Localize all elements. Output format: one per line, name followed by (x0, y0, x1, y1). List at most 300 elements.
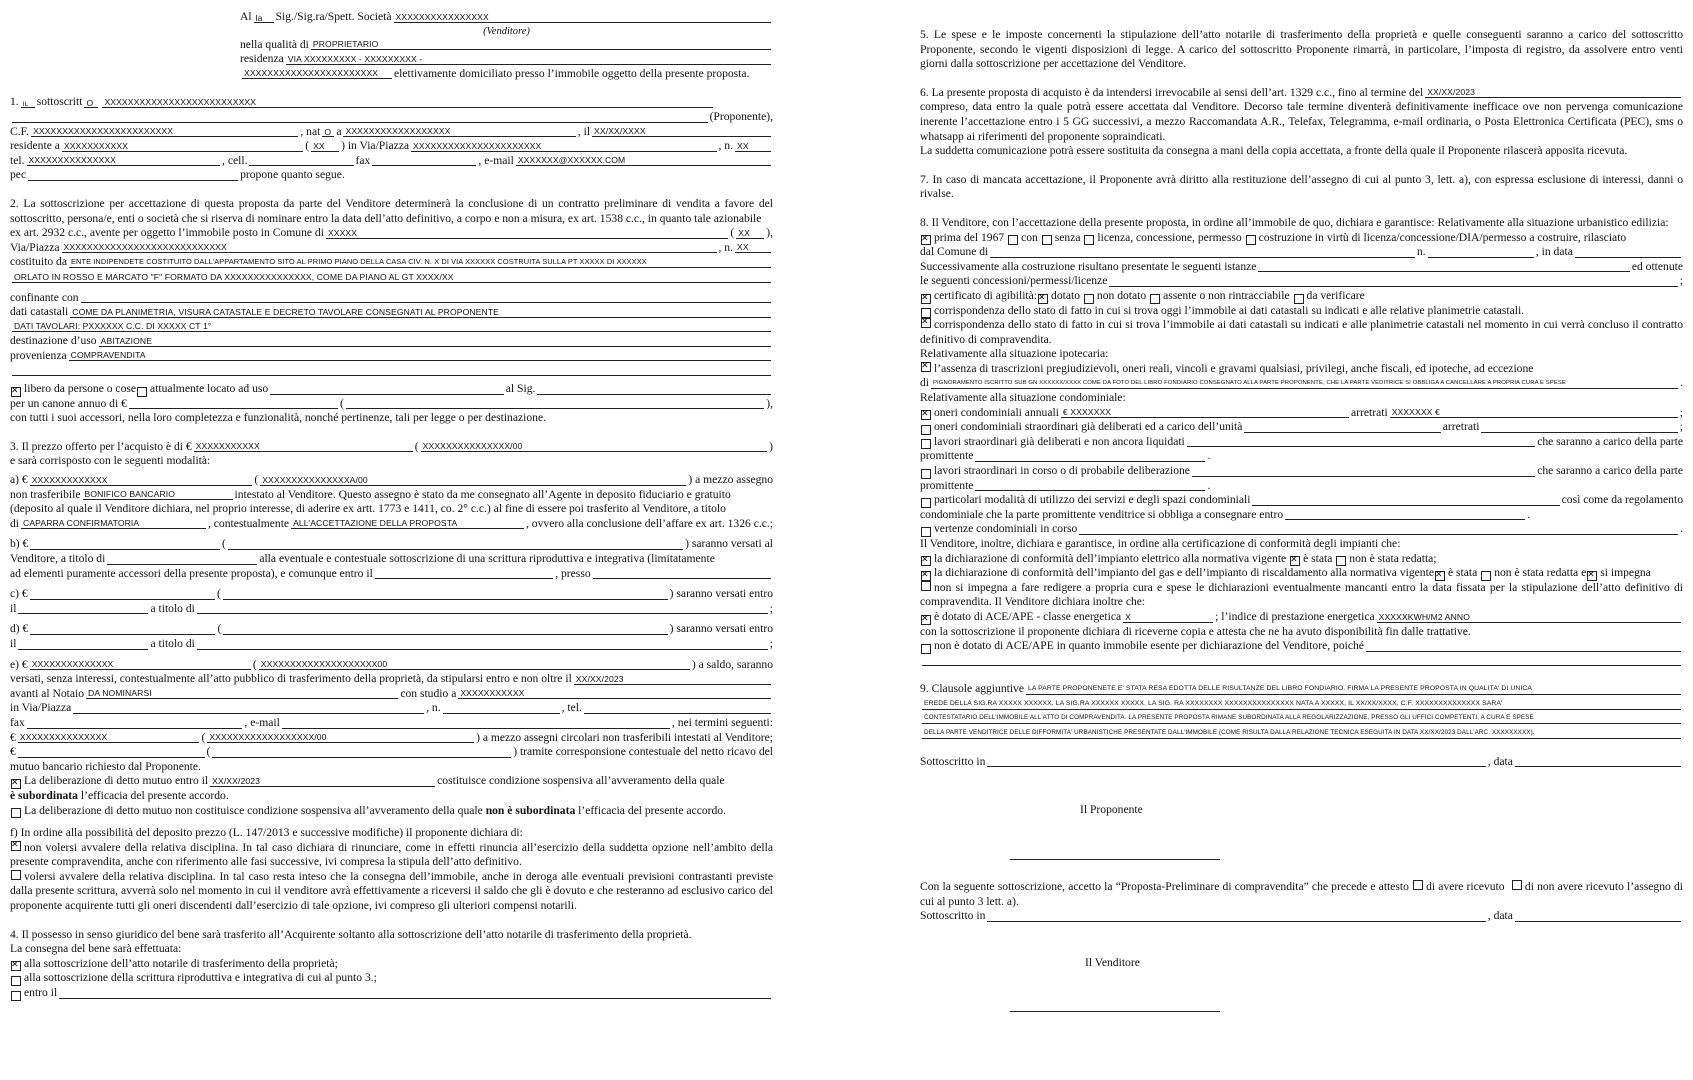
licenza-data-label: , in data (1535, 245, 1573, 259)
mutuo-lettere-field[interactable] (212, 746, 511, 758)
consegna-atto-label: alla sottoscrizione dell’atto notarile di trasferimento della proprietà; (24, 956, 338, 970)
al-value: la (255, 12, 263, 23)
non-dotato-label: non dotato (1096, 288, 1147, 302)
tel-field[interactable] (27, 155, 221, 166)
c-titolo-field[interactable] (197, 602, 768, 614)
prima-1967-label: prima del 1967 (934, 230, 1005, 244)
mutuo-euro-label: € (10, 745, 16, 759)
o-field[interactable] (84, 96, 98, 108)
notaio-email-label: , e-mail (244, 715, 280, 729)
gas-stata-label: è stata (1447, 566, 1478, 580)
ipotecaria-label: Relativamente alla situazione ipotecaria: (920, 347, 1109, 361)
vertenze-label: vertenze condominiali in corso (934, 522, 1078, 536)
s2-civico-field[interactable] (735, 241, 771, 253)
a-label: a (336, 124, 342, 138)
destinazione-value: ABITAZIONE (100, 335, 153, 346)
accessori-text: con tutti i suoi accessori, nella loro completezza e funzionalità, nonché pertinenze, tali per legge o per destinazione. (10, 411, 546, 425)
promittente-label: promittente (920, 449, 974, 463)
corrispondenza-oggi-label: corrispondenza dello stato di fatto in cui si trova oggi l’immobile ai dati catastali su indicati e alle relative planimetrie catastali. (934, 303, 1525, 317)
consegna-entro-label: entro il (24, 986, 58, 1000)
assegni-field[interactable] (18, 732, 200, 743)
venditore-signature-line[interactable] (1010, 1010, 1220, 1012)
c-lettere-field[interactable] (223, 588, 668, 600)
arretrati-field[interactable] (1390, 407, 1678, 418)
promittente-field[interactable] (975, 450, 1205, 462)
agibilita-checkbox[interactable] (921, 294, 931, 304)
comune-field[interactable] (326, 228, 728, 239)
carico-parte-label: che saranno a carico della parte (1537, 434, 1683, 448)
e-lettere-field[interactable] (259, 659, 690, 670)
residente-field[interactable] (62, 141, 303, 152)
sottoscritto-in-field[interactable] (987, 755, 1485, 767)
bonifico-field[interactable] (83, 488, 233, 500)
clausole-field-1[interactable] (1026, 684, 1681, 695)
notaio-via-label: in Via/Piazza (10, 701, 72, 715)
confinante-label: confinante con (10, 290, 79, 304)
s2-via-field[interactable] (62, 242, 717, 253)
delib-non-subordinata-checkbox[interactable] (11, 808, 21, 818)
prima-1967-checkbox[interactable] (921, 235, 931, 245)
regolamento-entro-field[interactable] (1285, 508, 1525, 520)
qualita-line (240, 38, 773, 53)
residente-value: XXXXXXXXXXX (63, 140, 129, 151)
copia-text: con la sottoscrizione il proponente dichiara di riceverne copia e attesta che ne ha avuto disponibilità fin dalle trattative. (920, 624, 1471, 638)
locato-field[interactable] (270, 383, 504, 395)
qualita-label: nella qualità di (240, 37, 309, 51)
costituito-field[interactable] (69, 257, 771, 268)
section-9 (920, 682, 1683, 740)
comune-value: XXXXX (327, 227, 358, 238)
sottoscritto-in-label: Sottoscritto in (920, 754, 986, 768)
studio-field[interactable] (458, 688, 771, 699)
sottoscritto-data-field[interactable] (1515, 755, 1681, 767)
irrevocabile-data-field[interactable] (1425, 87, 1681, 98)
corrispondenza-definitivo-label: corrispondenza dello stato di fatto in cui si trova l’immobile ai dati catastali su indicati e alle planimetrie catastali nel momento in cui verrà concluso il contratto definitivo di compravendita. (920, 318, 1683, 346)
locato-label: attualmente locato ad uso (150, 382, 269, 396)
provenienza-value: COMPRAVENDITA (70, 350, 146, 361)
data-nascita-value: XX/XX/XXXX (594, 126, 646, 137)
sottoscritto-line-1 (920, 755, 1683, 770)
notaio-tel-field[interactable] (584, 702, 771, 714)
d-lettere-field[interactable] (223, 623, 667, 635)
non-trasf-label: non trasferibile (10, 487, 81, 501)
elettrico-checkbox[interactable] (921, 556, 931, 566)
canone-field[interactable] (129, 397, 338, 409)
pignoramento-field[interactable] (931, 378, 1678, 389)
domicilio-line (240, 67, 773, 82)
clausole-line-2: EREDE DELLA SIG.RA XXXXX XXXXXX, LA SIG.RA XXXXXX XXXXX. LA SIG. RA XXXXXXXX XXXXXXXXXXXXXXX NATA A XXXXX, IL XX/XX/XXXX, C.F. XXXXXXXXXXXXXX SARA' (924, 699, 1503, 707)
eccezione-di-label: di (920, 376, 930, 390)
tavolari-field[interactable] (12, 321, 771, 332)
dotato-checkbox[interactable] (1038, 294, 1048, 304)
venditore-caption: (Venditore) (483, 25, 530, 37)
locato-checkbox[interactable] (137, 387, 147, 397)
assegni-lettere-field[interactable] (207, 732, 474, 743)
residenza-field-2[interactable] (242, 67, 392, 79)
ace-checkbox[interactable] (921, 615, 931, 625)
alsig-label: al Sig. (505, 382, 536, 396)
a-euro-label: a) € (10, 473, 28, 487)
o-value: O (86, 97, 94, 108)
destinazione-label: destinazione d’uso (10, 334, 97, 348)
prezzo-lettere-value: XXXXXXXXXXXXXXX/00 (422, 441, 523, 452)
verificare-checkbox[interactable] (1294, 294, 1304, 304)
al-label: Al (240, 10, 252, 23)
promittente-field-2[interactable] (975, 479, 1205, 491)
oneri-annui-field[interactable] (1061, 407, 1349, 418)
presso-field[interactable] (593, 567, 771, 579)
caparra-value: CAPARRA CONFIRMATORIA (23, 518, 140, 529)
sottoscritto-data-label: , data (1487, 754, 1513, 768)
consegna-entro-checkbox[interactable] (11, 991, 21, 1001)
a-value-field[interactable] (30, 475, 253, 486)
regolamento-label: così come da regolamento (1561, 493, 1683, 507)
consegna-scrittura-checkbox[interactable] (11, 976, 21, 986)
f-avvalere-checkbox[interactable] (11, 870, 21, 880)
clausole-field-3[interactable] (922, 713, 1681, 724)
n-label: , n. (718, 139, 733, 153)
notaio-n-field[interactable] (443, 702, 560, 714)
studio-value: XXXXXXXXXXX (460, 688, 525, 699)
accettazione-value: ALL’ACCETTAZIONE DELLA PROPOSTA (293, 518, 458, 529)
cell-label: , cell. (222, 153, 248, 167)
fax-label: fax (355, 153, 371, 167)
licenza-data-field[interactable] (1575, 246, 1681, 258)
impianti-label: Il Venditore, inoltre, dichiara e garantisce, in ordine alla certificazione di conformità degli impianti che: (920, 537, 1401, 550)
b-elementi-text: ad elementi puramente accessori della presente proposta), e comunque entro il (10, 566, 373, 580)
nat-label: , nat (300, 124, 321, 138)
non-ace-checkbox[interactable] (921, 644, 931, 654)
qualita-field[interactable] (311, 39, 771, 50)
s2-prov-field[interactable] (736, 227, 764, 239)
clausole-field-4[interactable] (922, 728, 1681, 739)
notaio-via-field[interactable] (73, 702, 424, 714)
b-venditore-label: Venditore, a titolo di (10, 552, 106, 565)
e-versati-text: versati, senza interessi, contestualmente all’atto pubblico di trasferimento della proprietà, da stipularsi entro e non oltre il (10, 672, 572, 686)
data-atto-value: XX/XX/2023 (575, 673, 624, 684)
email-label: , e-mail (478, 153, 514, 167)
pec-field[interactable] (28, 169, 238, 181)
s2-paragraph: 2. La sottoscrizione per accettazione di questa proposta da parte del Venditore determinerà la conclusione di un contratto preliminare di vendita a favore del sottoscritto, persona/e, enti o società che si riserva di nominare entro la data dell’atto definitivo, a corpo e non a misura, ex art. 1538 c.c., in quanto tale azionabile (10, 196, 773, 225)
costituito-field-2[interactable] (12, 272, 771, 283)
a-value: XXXXXXXXXXXXX (31, 474, 108, 485)
con-checkbox[interactable] (1008, 235, 1018, 245)
senza-label: senza (1054, 230, 1081, 244)
il-field[interactable] (21, 96, 35, 108)
b-euro-label: b) € (10, 537, 29, 551)
e-value: XXXXXXXXXXXXXX (31, 659, 114, 670)
provenienza-label: provenienza (10, 348, 67, 362)
non-subordinata-bold: non è subordinata (485, 803, 576, 817)
qualita-value: PROPRIETARIO (312, 39, 379, 50)
tel-label: tel. (10, 153, 25, 167)
termini-text: , nei termini seguenti: (671, 715, 773, 729)
non-ace-field-2[interactable] (922, 654, 1681, 666)
gas-non-redatta-label: non è stata redatta e (1494, 566, 1587, 580)
costituito-value-2: ORLATO IN ROSSO E MARCATO "F" FORMATO DA XXXXXXXXXXXXXXX, COME DA PIANO AL GT XXXX/XX (14, 271, 454, 282)
prezzo-lettere-field[interactable] (421, 441, 767, 452)
elettrico-stata-checkbox[interactable] (1290, 556, 1300, 566)
b-entro-field[interactable] (375, 567, 553, 579)
clausole-label: 9. Clausole aggiuntive (920, 682, 1025, 696)
section-5: 5. Le spese e le imposte concernenti la stipulazione dell’atto notarile di trasferimento della proprietà e quelle conseguenti saranno a carico del sottoscritto Proponente, secondo le vigenti disposizioni di legge. A carico del sottoscritto Proponente rimarrà, in particolare, l’imposta di registro, da assolvere entro venti giorni dalla sottoscrizione per accettazione del Venditore. (920, 28, 1683, 71)
oneri-annui-checkbox[interactable] (921, 410, 931, 420)
licenza-checkbox[interactable] (1084, 235, 1094, 245)
libero-checkbox[interactable] (11, 387, 21, 397)
c-saranno-text: ) saranno versati entro (669, 587, 773, 601)
cf-value: XXXXXXXXXXXXXXXXXXXXXXXX (33, 126, 174, 137)
lavori-delib-checkbox[interactable] (921, 439, 931, 449)
elettrico-label: la dichiarazione di conformità dell’impianto elettrico alla normativa vigente (934, 551, 1287, 565)
vertenze-field[interactable] (1079, 523, 1678, 535)
non-dotato-checkbox[interactable] (1084, 294, 1094, 304)
particolari-field[interactable] (1252, 494, 1559, 506)
proponente-signature-label: Il Proponente (1080, 803, 1143, 817)
f-non-avvalere-checkbox[interactable] (11, 841, 21, 851)
non-avere-ricevuto-label: di non avere ricevuto l’assegno (1524, 879, 1671, 893)
b-value-field[interactable] (30, 538, 220, 550)
assegni-value: XXXXXXXXXXXXXXX (19, 732, 108, 743)
delib-subordinata-checkbox[interactable] (11, 779, 21, 789)
costituisce-text: costituisce condizione sospensiva all’avveramento della quale (437, 774, 725, 788)
indice-field[interactable] (1377, 612, 1681, 623)
sottoscritto-data-label-2: , data (1487, 909, 1513, 923)
via-field[interactable] (411, 141, 716, 152)
presso-label: , presso (555, 566, 591, 580)
subordinata-bold: è subordinata (10, 788, 78, 802)
si-impegna-checkbox[interactable] (1587, 571, 1597, 581)
notaio-value: DA NOMINARSI (88, 688, 152, 699)
fax-field[interactable] (372, 154, 476, 166)
residenza-field[interactable] (286, 54, 771, 65)
classe-value: X (1125, 611, 1132, 622)
proponente-label: (Proponente), (709, 109, 773, 123)
lavori-delib-field[interactable] (1187, 435, 1535, 447)
punto-text: di cui al punto 3 lett. a). (920, 879, 1683, 908)
nome-field[interactable] (102, 97, 713, 108)
clausole-line-1: LA PARTE PROPONENETE E' STATA RESA EDOTTA DELLE RISULTANZE DEL LIBRO FONDIARIO. FIRMA LA PRESENTE PROPOSTA IN QUALITA' DI UNICA (1028, 684, 1533, 692)
contestualmente-label: , contestualmente (207, 516, 290, 530)
destinazione-field[interactable] (99, 336, 771, 347)
al-field[interactable] (254, 11, 274, 23)
vertenze-checkbox[interactable] (921, 527, 931, 537)
dotato-label: dotato (1051, 288, 1080, 302)
catastali-field[interactable] (70, 307, 771, 318)
cf-field[interactable] (31, 126, 298, 137)
gas-stata-checkbox[interactable] (1435, 571, 1445, 581)
alsig-field[interactable] (537, 383, 771, 395)
oneri-annui-value: € XXXXXXX (1062, 407, 1112, 418)
catastali-label: dati catastali (10, 305, 69, 319)
left-page (10, 0, 773, 1080)
non-impegna-label: non si impegna a fare redigere a propria cura e spese le dichiarazioni eventualmente mancanti entro la data fissata per la stipulazione dell’atto definitivo di compravendita. Il Venditore dichiara inoltre che: (920, 580, 1683, 609)
arretrati2-field[interactable] (1481, 421, 1677, 433)
licenza-n-field[interactable] (1428, 246, 1534, 258)
arretrati-label: arretrati (1351, 405, 1388, 419)
s2-n-label: , n. (718, 240, 733, 254)
c-il-field[interactable] (18, 602, 148, 614)
s2-prov-value: XX (738, 227, 750, 238)
il-data-label: , il (577, 124, 591, 138)
section-6 (920, 86, 1683, 159)
di-label: di (10, 516, 20, 530)
licenza-n-label: n. (1416, 245, 1426, 259)
corrisposto-text: e sarà corrisposto con le seguenti modalità: (10, 454, 211, 468)
gas-non-redatta-checkbox[interactable] (1481, 571, 1491, 581)
d-titolo-label: a titolo di (150, 636, 195, 650)
verificare-label: da verificare (1306, 288, 1365, 302)
senza-checkbox[interactable] (1042, 235, 1052, 245)
b-titolo-field[interactable] (107, 553, 257, 565)
lavori-corso-checkbox[interactable] (921, 469, 931, 479)
oneri-annui-label: oneri condominiali annuali (934, 405, 1059, 419)
avere-ricevuto-checkbox[interactable] (1413, 880, 1423, 890)
gas-checkbox[interactable] (921, 571, 931, 581)
corrispondenza-definitivo-checkbox[interactable] (921, 318, 931, 328)
section-8: 8. Il Venditore, con l’accettazione della presente proposta, in ordine all’immobile de quo, dichiara e garantisce: Relativamente alla situazione urbanistico edilizia: ✕ prima del 1967 con senza licenza, concessione, permesso costruzione in virtù di licenza/concessione/DIA/permesso a costruire, rilasciato dal Comune di n. , in data Successivamente alla costruzione risultano presentate le seguenti istanze ed ottenute le seguenti concessioni/permessi/licenze ; ✕ certificato di agibilità: ✕ dotato non dotato assente o non rintracciabile da verificare corrispondenza dello stato di fatto in cui si trova oggi l’immobile ai dati catastali su indicati e alle relative planimetrie catastali. ✕corrispondenza dello stato di fatto in cui si trova l’immobile ai dati catastali su indicati e alle planimetrie catastali nel momento in cui verrà concluso il contratto definitivo di compravendita. Relativamente alla situazione ipotecaria: ✕l’assenza di trascrizioni pregiudizievoli, oneri reali, vincoli e gravami qualsiasi, privilegi, anche fiscali, ed ipoteche, ad eccezione di PIGNORAMENTO ISCRITTO SUB GN XXXXXX/XXXX COME DA FOTO DEL LIBRO FONDIARIO CONSEGNATO ALLA PARTE PROPONENTE, CHE LA PARTE VEDITRICE SI OBBLIGA A CANCELLARE A PROPRIA CURA E SPESE . Relativamente alla situazione condominiale: ✕ oneri condominiali annuali € XXXXXXX arretrati XXXXXXX € ; oneri condominiali straordinari già deliberati ed a carico dell’unità arretrati ; lavori straordinari già deliberati e non ancora liquidati che saranno a carico della parte promittente . lavori straordinari in corso o di probabile deliberazione che saranno a carico della parte promittente . particolari modalità di utilizzo dei servizi e degli spazi condominiali così come da regolamento condominiale che la parte promittente venditrice si obbliga a consegnare entro . vertenze condominiali in corso . Il Venditore, inoltre, dichiara e garantisce, in ordine alla certificazione di conformità degli impianti che: ✕ la dichiarazione di conformità dell’impianto elettrico alla normativa vigente ✕ è stata non è stata redatta; ✕ la dichiarazione di conformità dell’impianto del gas e dell’impianto di riscaldamento alla normativa vigente ✕ è stata non è stata redatta e ✕ si impegna non si impegna a fare redigere a propria cura e spese le dichiarazioni eventualmente mancanti entro la data fissata per la stipulazione dell’atto definitivo di compravendita. Il Venditore dichiara inoltre che: ✕ è dotato di ACE/APE - classe energetica X ; l’indice di prestazione energetica XXXXXKWH/M2 ANNO con la sottoscrizione il proponente dichiara di riceverne copia e attesta che ne ha avuto disponibilità fin dalle trattative. non è dotato di ACE/APE in quanto immobile esente per dichiarazione del Venditore, poiché (920, 216, 1683, 668)
accettazione-field[interactable] (291, 518, 524, 529)
costituito-value: ENTE INDIPENDETE COSTITUITO DALL’APPARTAMENTO SITO AL PRIMO PIANO DELLA CASA CIV. N. X DI VIA XXXXXX COSTRUITA SULLA PT XXXXX DI XXXXXX (71, 256, 647, 266)
classe-field[interactable] (1123, 611, 1213, 623)
intestato-text: intestato al Venditore. Questo assegno è stato da me consegnato all’Agente in deposito fiduciario e gratuito (234, 487, 731, 501)
promittente-label-2: promittente (920, 478, 974, 492)
s1-number: 1. (10, 95, 19, 109)
notaio-field[interactable] (86, 688, 398, 699)
agibilita-label: certificato di agibilità: (934, 288, 1038, 302)
section-1: 1. IL sottoscritt O XXXXXXXXXXXXXXXXXXXXXXXXXX (Proponente), C.F. XXXXXXXXXXXXXXXXXXXXXXXX , nat O a XXXXXXXXXXXXXXXXXX , il XX/XX/XXXX residente a XXXXXXXXXXX ( XX ) in Via/Piazza XXXXXXXXXXXXXXXXXXXXXX , n. XX tel. XXXXXXXXXXXXXXX , cell. fax , e-mail XXXXXXX@XXXXXX.COM pec propone quanto segue. (10, 95, 773, 182)
data-atto-field[interactable] (574, 674, 771, 685)
s2-via-label: Via/Piazza (10, 240, 60, 254)
istanze-field[interactable] (1258, 260, 1629, 272)
caparra-field[interactable] (21, 518, 206, 529)
confinante-field[interactable] (81, 291, 771, 303)
indice-label: ; l’indice di prestazione energetica (1215, 609, 1375, 623)
a-lettere-field[interactable] (260, 475, 686, 486)
d-il-field[interactable] (18, 638, 148, 650)
sottoscritto-line-2 (920, 909, 1683, 924)
a-lettere-value: XXXXXXXXXXXXXXXA/00 (262, 474, 368, 485)
mutuo-field[interactable] (18, 746, 205, 758)
nascita-field[interactable] (343, 126, 575, 137)
sottoscritto-data-field-2[interactable] (1515, 910, 1681, 922)
prov-field[interactable] (311, 140, 339, 152)
cell-field[interactable] (249, 154, 353, 166)
residenza-line (240, 52, 773, 67)
prezzo-value: XXXXXXXXXXX (195, 441, 260, 452)
notaio-fax-field[interactable] (27, 717, 243, 729)
elettrico-non-redatta-checkbox[interactable] (1336, 556, 1346, 566)
via-label: ) in Via/Piazza (341, 139, 410, 153)
si-impegna-label: si impegna (1600, 566, 1651, 580)
tel-value: XXXXXXXXXXXXXXX (28, 155, 116, 166)
nome-value: XXXXXXXXXXXXXXXXXXXXXXXXXX (104, 96, 257, 107)
concessioni-field[interactable] (1109, 275, 1677, 287)
irrevocabile-data-value: XX/XX/2023 (1427, 87, 1476, 98)
dal-comune-label: dal Comune di (920, 245, 989, 259)
tavolari-value: DATI TAVOLARI: PXXXXXX C.C. DI XXXXX CT 1° (14, 321, 212, 332)
provenienza-field-2[interactable] (12, 364, 771, 376)
c-value-field[interactable] (30, 588, 215, 600)
email-field[interactable] (516, 155, 771, 166)
recipient-field[interactable] (394, 12, 771, 23)
arretrati2-label: arretrati (1442, 420, 1480, 434)
carico-parte-label-2: che saranno a carico della parte (1537, 464, 1683, 478)
consegna-entro-field[interactable] (59, 987, 771, 999)
notaio-n-label: , n. (426, 701, 441, 715)
domicilio-text: elettivamente domiciliato presso l’immobile oggetto della presente proposta. (394, 66, 750, 80)
s8-intro: 8. Il Venditore, con l’accettazione della presente proposta, in ordine all’immobile de quo, dichiara e garantisce: Relativamente alla situazione urbanistico edilizia: (920, 215, 1669, 229)
oneri-straord-field[interactable] (1244, 421, 1440, 433)
ottenute-label: ed ottenute (1631, 259, 1683, 273)
canone-lettere-field[interactable] (346, 397, 764, 409)
non-impegna-checkbox[interactable] (921, 581, 931, 591)
efficacia2-text: l’efficacia del presente accordo. (578, 803, 726, 817)
condominiale-label: Relativamente alla situazione condominiale: (920, 391, 1126, 405)
oneri-straord-checkbox[interactable] (921, 425, 931, 435)
section-7: 7. In caso di mancata accettazione, il Proponente avrà diritto alla restituzione dell’assegno di cui al punto 3, lett. a), con espressa esclusione di interessi, danni o rivalse. (920, 172, 1683, 201)
gas-label: la dichiarazione di conformità dell’impianto del gas e dell’impianto di riscaldamento alla normativa vigente (934, 566, 1434, 580)
non-ace-field[interactable] (1366, 640, 1681, 652)
notaio-label: avanti al Notaio (10, 686, 85, 700)
s4-paragraph: 4. Il possesso in senso giuridico del bene sarà trasferito all’Acquirente soltanto alla sottoscrizione dell’atto notarile di trasferimento della proprietà. (10, 927, 692, 941)
notaio-email-field[interactable] (282, 717, 670, 729)
nat-field[interactable] (322, 125, 334, 137)
recipient-label: Sig./Sig.ra/Spett. Società (275, 10, 392, 23)
assente-checkbox[interactable] (1150, 294, 1160, 304)
assenza-checkbox[interactable] (921, 362, 931, 372)
e-value-field[interactable] (30, 659, 251, 670)
propone-text: propone quanto segue. (240, 168, 345, 182)
consegna-atto-checkbox[interactable] (11, 961, 21, 971)
dal-comune-field[interactable] (990, 246, 1415, 258)
sottoscritt-label: sottoscritt (36, 95, 83, 109)
s6-text: 6. La presente proposta di acquisto è da intendersi irrevocabile ai sensi dell’art. 1329 c.c., fino al termine del (920, 85, 1424, 99)
regolamento2-label: condominiale che la parte promittente venditrice si obbliga a consegnare entro (920, 507, 1284, 521)
prezzo-field[interactable] (194, 441, 413, 452)
a-mezzo-text: ) a mezzo assegno (688, 473, 773, 487)
provenienza-field[interactable] (69, 350, 771, 361)
d-titolo-field[interactable] (197, 638, 768, 650)
non-avere-ricevuto-checkbox[interactable] (1512, 880, 1522, 890)
delib-data-field[interactable] (210, 775, 435, 787)
d-value-field[interactable] (30, 623, 215, 635)
avere-ricevuto-label: di avere ricevuto (1426, 879, 1505, 893)
efficacia-text: l’efficacia del presente accordo. (80, 788, 229, 802)
s2-comune-label: ex art. 2932 c.c., avente per oggetto l’immobile posto in Comune di (10, 226, 324, 240)
mutuo-text: mutuo bancario richiesto dal Proponente. (10, 759, 201, 773)
clausole-line-4: DELLA PARTE VENDITRICE DELLE DIFFORMITA' URBANISTICHE PRESENTATE DALL'IMMOBILE (COME RISULTA DALLA RELAZIONE TECNICA ESEGUITA IN DATA XX/XX/2023 DALL'ARC. XXXXXXXXX). (924, 728, 1535, 736)
civico-field[interactable] (735, 140, 771, 152)
sottoscritto-in-field-2[interactable] (987, 910, 1485, 922)
clausole-field-2[interactable] (922, 699, 1681, 710)
c-il-label: il (10, 601, 17, 615)
via-value: XXXXXXXXXXXXXXXXXXXXXX (413, 140, 542, 151)
data-nascita-field[interactable] (592, 126, 771, 137)
assente-label: assente o non rintracciabile (1163, 288, 1290, 302)
lavori-corso-field[interactable] (1192, 465, 1535, 477)
ace-label: è dotato di ACE/APE - classe energetica (934, 609, 1122, 623)
arretrati-value: XXXXXXX € (1391, 407, 1440, 418)
costruzione-label: costruzione in virtù di licenza/concessione/DIA/permesso a costruire, rilasciato (1258, 230, 1627, 244)
particolari-checkbox[interactable] (921, 498, 931, 508)
catastali-value: COME DA PLANIMETRIA, VISURA CATASTALE E DECRETO TAVOLARE CONSEGNATI AL PROPONENTE (72, 306, 499, 317)
b-lettere-field[interactable] (228, 538, 683, 550)
costruzione-checkbox[interactable] (1246, 235, 1256, 245)
oneri-straord-label: oneri condominiali straordinari già deliberati ed a carico dell’unità (934, 420, 1243, 434)
s6-paragraph-2: La suddetta comunicazione potrà essere sostituita da consegna a mani della copia accettata, a fronte della quale il Proponente rilascerà apposita ricevuta. (920, 144, 1628, 158)
il-value: IL (22, 100, 29, 108)
notaio-tel-label: , tel. (561, 701, 582, 715)
